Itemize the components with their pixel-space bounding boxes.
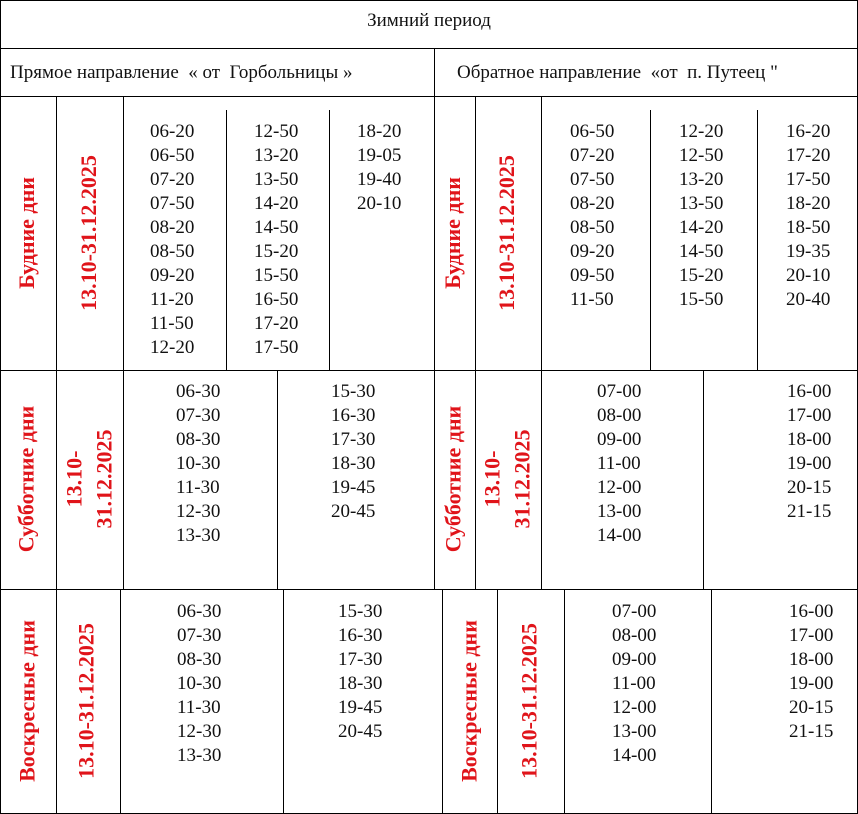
grid-line <box>120 589 121 814</box>
departure-time: 11-00 <box>597 453 641 474</box>
sunday-dates-forward: 13.10-31.12.2025 <box>73 623 99 779</box>
departure-time: 19-00 <box>787 453 832 474</box>
departure-time: 12-50 <box>679 145 724 166</box>
weekdays-backward-col-1 <box>570 120 614 312</box>
weekdays-forward-col-3 <box>357 120 401 216</box>
departure-time: 18-50 <box>786 217 831 238</box>
departure-time: 20-15 <box>789 697 834 718</box>
weekdays-backward-col-3 <box>786 120 830 312</box>
departure-time: 13-30 <box>177 745 222 766</box>
saturday-dates-backward-line1: 13.10- <box>479 450 505 508</box>
grid-line <box>123 370 124 589</box>
departure-time: 14-20 <box>679 217 724 238</box>
departure-time: 19-35 <box>786 241 831 262</box>
departure-time: 16-30 <box>331 405 376 426</box>
departure-time: 08-00 <box>597 405 642 426</box>
saturday-forward-col-1 <box>176 380 220 548</box>
departure-time: 12-30 <box>176 501 221 522</box>
weekdays-label-forward: Будние дни <box>14 177 39 289</box>
departure-time: 12-00 <box>612 697 657 718</box>
departure-time: 11-20 <box>150 289 194 310</box>
departure-time: 06-30 <box>176 381 221 402</box>
grid-line <box>434 48 435 96</box>
grid-line <box>541 96 542 370</box>
departure-time: 17-50 <box>786 169 831 190</box>
departure-time: 21-15 <box>789 721 834 742</box>
departure-time: 18-30 <box>331 453 376 474</box>
weekdays-backward-col-2 <box>679 120 723 312</box>
grid-line <box>757 110 758 370</box>
grid-line <box>0 0 1 814</box>
grid-line <box>0 96 858 97</box>
weekdays-forward-col-1 <box>150 120 194 360</box>
grid-line <box>0 0 858 1</box>
grid-line <box>0 370 858 371</box>
sunday-forward-col-2 <box>338 600 382 744</box>
grid-line <box>497 589 498 814</box>
sunday-label-forward: Воскресные дни <box>14 620 40 782</box>
departure-time: 06-20 <box>150 121 195 142</box>
grid-line <box>56 589 57 814</box>
grid-line <box>277 370 278 589</box>
departure-time: 13-30 <box>176 525 221 546</box>
saturday-backward-col-2 <box>787 380 831 524</box>
sunday-dates-backward: 13.10-31.12.2025 <box>516 623 542 779</box>
sunday-label-backward: Воскресные дни <box>456 620 482 782</box>
departure-time: 07-20 <box>150 169 195 190</box>
weekdays-dates-backward: 13.10-31.12.2025 <box>494 155 519 311</box>
backward-direction-header: Обратное направление «от п. Путеец " <box>457 62 778 83</box>
departure-time: 17-20 <box>786 145 831 166</box>
departure-time: 18-30 <box>338 673 383 694</box>
departure-time: 19-45 <box>338 697 383 718</box>
departure-time: 08-20 <box>570 193 615 214</box>
departure-time: 07-30 <box>177 625 222 646</box>
departure-time: 14-50 <box>254 217 299 238</box>
grid-line <box>564 589 565 814</box>
saturday-dates-forward <box>60 370 120 589</box>
grid-line <box>442 589 443 814</box>
departure-time: 19-45 <box>331 477 376 498</box>
departure-time: 10-30 <box>176 453 221 474</box>
departure-time: 19-00 <box>789 673 834 694</box>
departure-time: 08-00 <box>612 625 657 646</box>
departure-time: 20-45 <box>338 721 383 742</box>
saturday-dates-backward-line2: 31.12.2025 <box>509 429 535 529</box>
forward-direction-header: Прямое направление « от Горбольницы » <box>10 62 353 83</box>
departure-time: 14-00 <box>612 745 657 766</box>
departure-time: 12-20 <box>679 121 724 142</box>
departure-time: 18-00 <box>789 649 834 670</box>
departure-time: 13-20 <box>254 145 299 166</box>
departure-time: 07-50 <box>570 169 615 190</box>
departure-time: 15-30 <box>331 381 376 402</box>
departure-time: 07-50 <box>150 193 195 214</box>
departure-time: 06-50 <box>570 121 615 142</box>
departure-time: 08-30 <box>176 429 221 450</box>
departure-time: 08-20 <box>150 217 195 238</box>
grid-line <box>711 589 712 814</box>
departure-time: 13-00 <box>597 501 642 522</box>
departure-time: 08-50 <box>570 217 615 238</box>
weekdays-forward-col-2 <box>254 120 298 360</box>
departure-time: 16-50 <box>254 289 299 310</box>
departure-time: 18-00 <box>787 429 832 450</box>
departure-time: 09-50 <box>570 265 615 286</box>
departure-time: 16-30 <box>338 625 383 646</box>
grid-line <box>475 96 476 370</box>
departure-time: 13-50 <box>254 169 299 190</box>
departure-time: 13-50 <box>679 193 724 214</box>
saturday-backward-col-1 <box>597 380 641 548</box>
saturday-dates-forward-line1: 13.10- <box>61 450 87 508</box>
departure-time: 17-30 <box>338 649 383 670</box>
departure-time: 11-00 <box>612 673 656 694</box>
departure-time: 11-30 <box>176 477 220 498</box>
saturday-label-backward: Субботние дни <box>440 405 466 553</box>
departure-time: 10-30 <box>177 673 222 694</box>
departure-time: 18-20 <box>786 193 831 214</box>
departure-time: 07-00 <box>612 601 657 622</box>
departure-time: 17-00 <box>787 405 832 426</box>
departure-time: 11-50 <box>570 289 614 310</box>
departure-time: 09-00 <box>612 649 657 670</box>
departure-time: 12-00 <box>597 477 642 498</box>
grid-line <box>0 48 858 49</box>
departure-time: 12-20 <box>150 337 195 358</box>
departure-time: 13-00 <box>612 721 657 742</box>
sunday-backward-col-2 <box>789 600 833 744</box>
departure-time: 15-20 <box>679 265 724 286</box>
saturday-dates-backward <box>478 370 538 589</box>
departure-time: 16-00 <box>789 601 834 622</box>
grid-line <box>56 96 57 370</box>
grid-line <box>650 110 651 370</box>
grid-line <box>434 96 435 370</box>
departure-time: 17-20 <box>254 313 299 334</box>
departure-time: 17-30 <box>331 429 376 450</box>
grid-line <box>475 370 476 589</box>
departure-time: 18-20 <box>357 121 402 142</box>
departure-time: 20-45 <box>331 501 376 522</box>
departure-time: 08-30 <box>177 649 222 670</box>
departure-time: 17-50 <box>254 337 299 358</box>
departure-time: 20-40 <box>786 289 831 310</box>
departure-time: 06-30 <box>177 601 222 622</box>
grid-line <box>283 589 284 814</box>
grid-line <box>56 370 57 589</box>
departure-time: 09-20 <box>570 241 615 262</box>
departure-time: 15-30 <box>338 601 383 622</box>
sunday-forward-col-1 <box>177 600 221 768</box>
departure-time: 07-20 <box>570 145 615 166</box>
departure-time: 16-00 <box>787 381 832 402</box>
weekdays-label-backward: Будние дни <box>440 177 465 289</box>
departure-time: 15-50 <box>679 289 724 310</box>
departure-time: 08-50 <box>150 241 195 262</box>
departure-time: 11-50 <box>150 313 194 334</box>
departure-time: 20-10 <box>357 193 402 214</box>
sunday-backward-col-1 <box>612 600 656 768</box>
departure-time: 20-15 <box>787 477 832 498</box>
departure-time: 14-20 <box>254 193 299 214</box>
grid-line <box>434 370 435 589</box>
departure-time: 11-30 <box>177 697 221 718</box>
grid-line <box>123 96 124 370</box>
departure-time: 20-10 <box>786 265 831 286</box>
departure-time: 14-50 <box>679 241 724 262</box>
departure-time: 15-20 <box>254 241 299 262</box>
departure-time: 14-00 <box>597 525 642 546</box>
departure-time: 16-20 <box>786 121 831 142</box>
departure-time: 07-30 <box>176 405 221 426</box>
departure-time: 13-20 <box>679 169 724 190</box>
grid-line <box>703 370 704 589</box>
departure-time: 21-15 <box>787 501 832 522</box>
departure-time: 12-30 <box>177 721 222 742</box>
grid-line <box>329 110 330 370</box>
grid-line <box>0 589 858 590</box>
saturday-dates-forward-line2: 31.12.2025 <box>91 429 117 529</box>
weekdays-dates-forward: 13.10-31.12.2025 <box>76 155 101 311</box>
saturday-forward-col-2 <box>331 380 375 524</box>
departure-time: 15-50 <box>254 265 299 286</box>
departure-time: 09-20 <box>150 265 195 286</box>
grid-line <box>226 110 227 370</box>
departure-time: 19-05 <box>357 145 402 166</box>
departure-time: 07-00 <box>597 381 642 402</box>
departure-time: 12-50 <box>254 121 299 142</box>
departure-time: 09-00 <box>597 429 642 450</box>
departure-time: 19-40 <box>357 169 402 190</box>
page-title: Зимний период <box>367 10 491 31</box>
departure-time: 06-50 <box>150 145 195 166</box>
grid-line <box>541 370 542 589</box>
departure-time: 17-00 <box>789 625 834 646</box>
saturday-label-forward: Субботние дни <box>13 405 39 553</box>
